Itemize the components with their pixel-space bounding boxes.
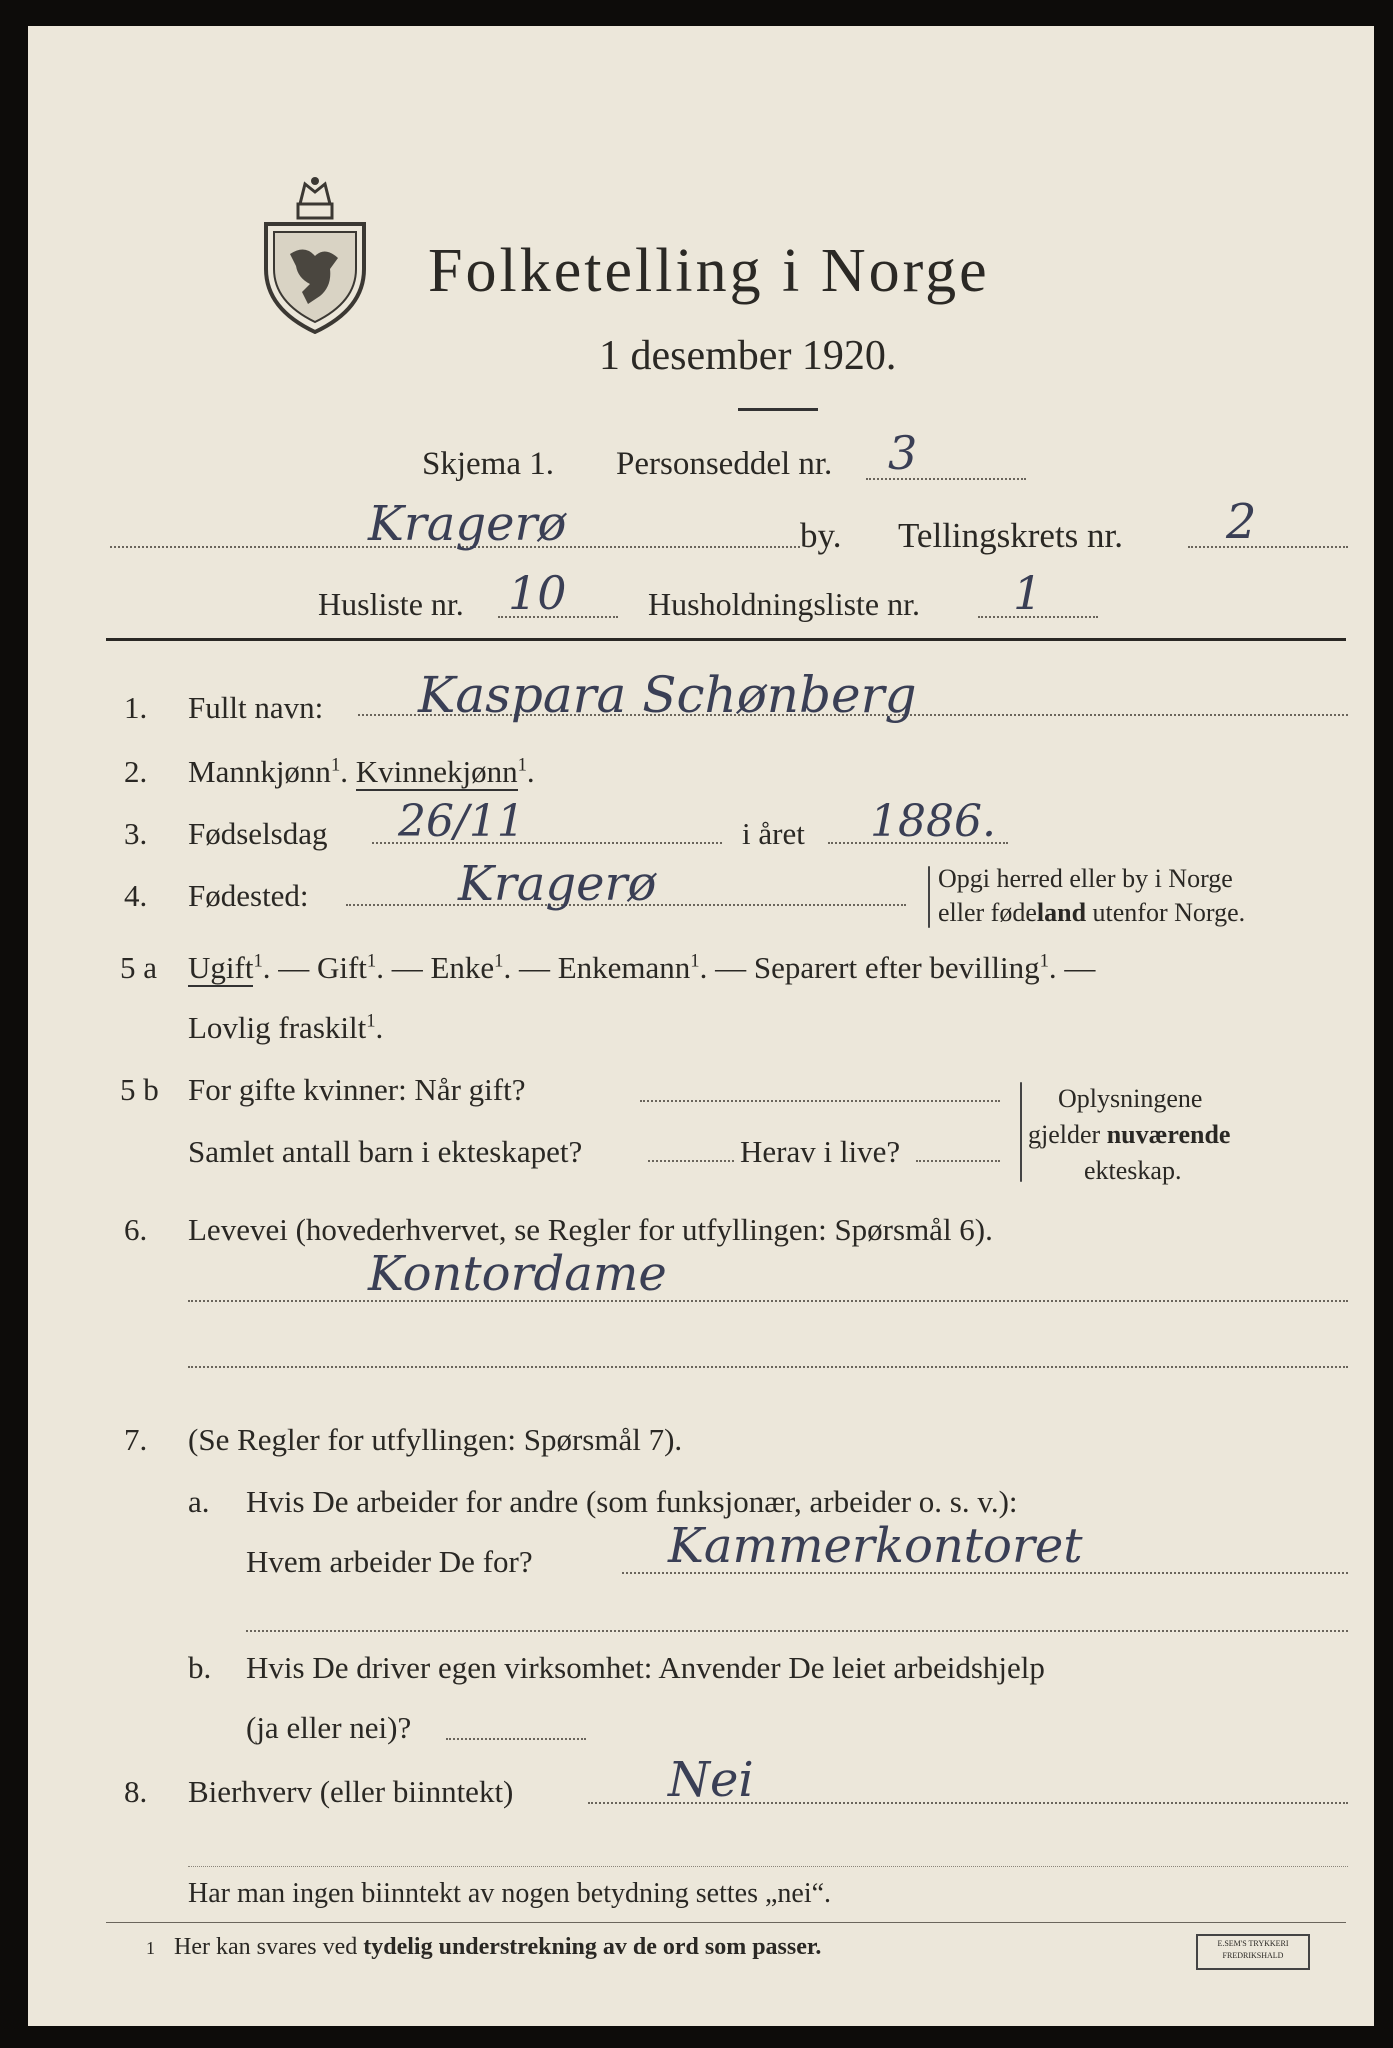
q7-label: (Se Regler for utfyllingen: Spørsmål 7). — [188, 1422, 683, 1457]
q5a-options: Ugift$^1$. — Gift$^1$. — Enke$^1$. — Enkemann$^1$. — Separert efter bevilling$^1$. — — [188, 950, 1096, 985]
q5b-note-3: ekteskap. — [1084, 1156, 1182, 1185]
q5b-children-label: Samlet antall barn i ekteskapet? — [188, 1134, 583, 1169]
q2-options: Mannkjønn$^1$. Kvinnekjønn$^1$. — [188, 754, 535, 789]
q8-label: Bierhverv (eller biinntekt) — [188, 1774, 514, 1809]
q7-number: 7. — [124, 1422, 148, 1457]
q4-note-1: Opgi herred eller by i Norge — [938, 864, 1233, 893]
form-title: Folketelling i Norge — [428, 237, 990, 305]
footnote-text: Her kan svares ved tydelig understrekning av de ord som passer. — [174, 1934, 822, 1960]
q8-number: 8. — [124, 1774, 148, 1809]
full-name-value[interactable]: Kaspara Schønberg — [418, 666, 917, 724]
q5b-number: 5 b — [120, 1072, 159, 1107]
husliste-label: Husliste nr. — [318, 586, 464, 622]
occupation-line-2[interactable] — [188, 1366, 1348, 1368]
married-when-line[interactable] — [640, 1100, 1000, 1102]
footnote-mark: 1 — [146, 1938, 155, 1958]
q6-label: Levevei (hovederhvervet, se Regler for utfyllingen: Spørsmål 6). — [188, 1212, 993, 1247]
birthplace-value[interactable]: Kragerø — [458, 856, 657, 912]
printer-stamp: E.SEM'S TRYKKERI FREDRIKSHALD — [1196, 1934, 1310, 1970]
children-alive-line[interactable] — [916, 1160, 1000, 1162]
q7a-label: Hvis De arbeider for andre (som funksjonær, arbeider o. s. v.): — [246, 1484, 1018, 1519]
by-label: by. — [800, 516, 842, 555]
birthday-value[interactable]: 26/11 — [398, 796, 525, 847]
gender-option-female[interactable]: Kvinnekjønn — [355, 754, 518, 789]
occupation-value[interactable]: Kontordame — [368, 1246, 667, 1302]
q7b-letter: b. — [188, 1650, 212, 1685]
q4-brace — [928, 866, 930, 928]
side-income-value[interactable]: Nei — [668, 1752, 754, 1808]
norway-coat-of-arms-icon — [260, 174, 370, 334]
by-value[interactable]: Kragerø — [368, 496, 567, 552]
q4-note-2: eller fødeland utenfor Norge. — [938, 898, 1246, 927]
q7a-letter: a. — [188, 1484, 210, 1519]
q3-label: Fødselsdag — [188, 816, 328, 851]
q6-number: 6. — [124, 1212, 148, 1247]
status-option-ugift[interactable]: Ugift — [188, 950, 254, 985]
q7b-label: Hvis De driver egen virksomhet: Anvender De leiet arbeidshjelp — [246, 1650, 1045, 1685]
gender-option-male[interactable]: Mannkjønn — [188, 754, 331, 789]
q1-number: 1. — [124, 690, 148, 725]
q7a-employer-label: Hvem arbeider De for? — [246, 1544, 533, 1579]
q5b-note-1: Oplysningene — [1058, 1084, 1203, 1113]
q3-number: 3. — [124, 816, 148, 851]
census-form-sheet — [28, 26, 1374, 2026]
q4-label: Fødested: — [188, 878, 309, 913]
occupation-line — [188, 1300, 1348, 1302]
census-date: 1 desember 1920. — [599, 333, 897, 379]
q5b-brace — [1020, 1082, 1022, 1182]
q2-number: 2. — [124, 754, 148, 789]
personseddel-value[interactable]: 3 — [888, 426, 918, 480]
children-count-line[interactable] — [648, 1160, 734, 1162]
q8-separator — [188, 1866, 1348, 1867]
footer-divider — [106, 1922, 1346, 1923]
status-option-enkemann[interactable]: — Enkemann — [518, 950, 691, 985]
biinntekt-note: Har man ingen biinntekt av nogen betydning settes „nei“. — [188, 1878, 832, 1909]
birth-year-value[interactable]: 1886. — [870, 796, 996, 847]
personseddel-label: Personseddel nr. — [616, 446, 833, 482]
skjema-label: Skjema 1. — [422, 446, 554, 482]
q5a-number: 5 a — [120, 950, 158, 985]
husholdningsliste-value[interactable]: 1 — [1013, 566, 1043, 620]
status-option-enke[interactable]: — Enke — [391, 950, 495, 985]
q1-label: Fullt navn: — [188, 690, 324, 725]
q7b-label-2: (ja eller nei)? — [246, 1710, 412, 1745]
q5b-note-2: gjelder nuværende — [1028, 1120, 1231, 1149]
title-divider — [738, 408, 818, 411]
hired-help-line[interactable] — [446, 1738, 586, 1740]
q5b-alive-label: Herav i live? — [740, 1134, 901, 1169]
husliste-value[interactable]: 10 — [508, 566, 567, 620]
status-option-gift[interactable]: — Gift — [278, 950, 367, 985]
status-option-separert[interactable]: — Separert efter bevilling — [715, 950, 1040, 985]
birth-year-label: i året — [742, 816, 805, 851]
q5b-label: For gifte kvinner: Når gift? — [188, 1072, 526, 1107]
employer-line-2[interactable] — [246, 1630, 1348, 1632]
tellingskrets-value[interactable]: 2 — [1226, 494, 1257, 550]
q4-number: 4. — [124, 878, 148, 913]
status-line-dash: — — [1064, 950, 1096, 985]
husholdningsliste-label: Husholdningsliste nr. — [648, 586, 921, 622]
tellingskrets-label: Tellingskrets nr. — [898, 516, 1124, 555]
tellingskrets-line — [1188, 546, 1348, 548]
employer-value[interactable]: Kammerkontoret — [668, 1518, 1083, 1574]
status-option-fraskilt[interactable]: Lovlig fraskilt$^1$. — [188, 1010, 384, 1045]
header-divider — [106, 638, 1346, 641]
